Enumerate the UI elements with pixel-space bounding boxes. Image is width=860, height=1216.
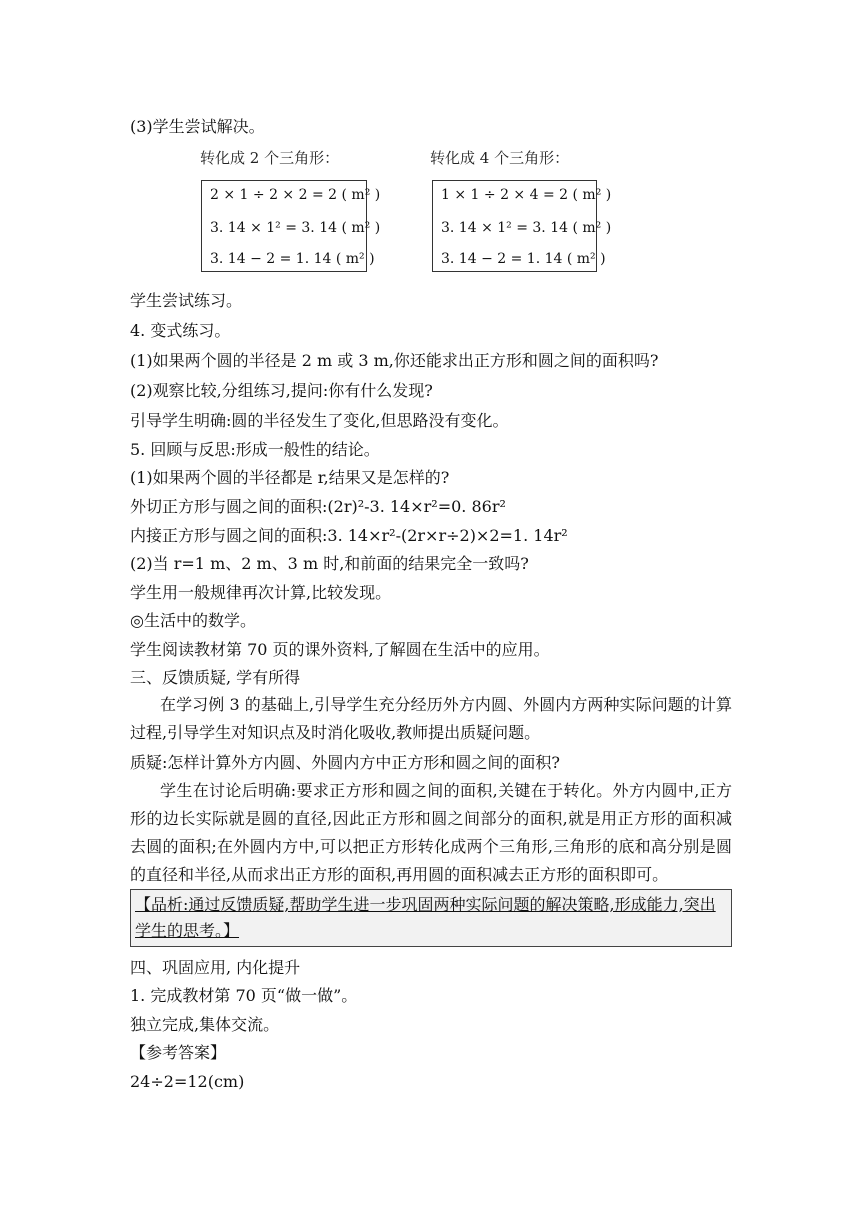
triangle-4-label: 转化成 4 个三角形： xyxy=(430,149,570,167)
text-line: 学生阅读教材第 70 页的课外资料,了解圆在生活中的应用。 xyxy=(130,640,550,659)
section-heading: 4. 变式练习。 xyxy=(130,321,231,340)
analysis-note: 【品析:通过反馈质疑,帮助学生进一步巩固两种实际问题的解决策略,形成能力,突出学生的思考。】 xyxy=(135,895,716,940)
calc-box-left xyxy=(201,180,381,272)
calc-left-row: 2 × 1 ÷ 2 × 2 = 2 ( m² ) xyxy=(210,187,381,203)
text-line: (1)如果两个圆的半径都是 r,结果又是怎样的? xyxy=(130,468,450,487)
text-line: 质疑:怎样计算外方内圆、外圆内方中正方形和圆之间的面积? xyxy=(130,753,560,772)
text-line: 引导学生明确:圆的半径发生了变化,但思路没有变化。 xyxy=(130,411,509,430)
step-3-heading: (3)学生尝试解决。 xyxy=(130,117,265,136)
text-line: 学生用一般规律再次计算,比较发现。 xyxy=(130,583,392,602)
calc-left-row: 3. 14 × 1² = 3. 14 ( m² ) xyxy=(210,220,381,236)
text-line: 学生尝试练习。 xyxy=(130,291,243,310)
text-line: ◎生活中的数学。 xyxy=(130,611,256,630)
answer-line: 24÷2=12(cm) xyxy=(130,1072,245,1091)
text-line: 1. 完成教材第 70 页“做一做”。 xyxy=(130,986,358,1005)
calc-right-row: 3. 14 × 1² = 3. 14 ( m² ) xyxy=(441,220,612,236)
calc-left-row: 3. 14 − 2 = 1. 14 ( m² ) xyxy=(210,251,375,267)
text-line: 独立完成,集体交流。 xyxy=(130,1015,280,1034)
calc-right-row: 3. 14 − 2 = 1. 14 ( m² ) xyxy=(441,251,606,267)
formula-line: 内接正方形与圆之间的面积:3. 14×r²-(2r×r÷2)×2=1. 14r² xyxy=(130,526,568,545)
calc-box-right xyxy=(432,180,612,272)
formula-line: 外切正方形与圆之间的面积:(2r)²-3. 14×r²=0. 86r² xyxy=(130,497,506,516)
analysis-note-box xyxy=(130,889,732,947)
text-line: (1)如果两个圆的半径是 2 m 或 3 m,你还能求出正方形和圆之间的面积吗? xyxy=(130,351,659,370)
section-heading: 三、反馈质疑, 学有所得 xyxy=(130,668,301,687)
section-heading: 四、巩固应用, 内化提升 xyxy=(130,958,301,977)
calc-right-row: 1 × 1 ÷ 2 × 4 = 2 ( m² ) xyxy=(441,187,612,203)
paragraph: 在学习例 3 的基础上,引导学生充分经历外方内圆、外圆内方两种实际问题的计算过程,引导学生对知识点及时消化吸收,教师提出质疑问题。 xyxy=(130,695,732,742)
paragraph: 学生在讨论后明确:要求正方形和圆之间的面积,关键在于转化。外方内圆中,正方形的边长实际就是圆的直径,因此正方形和圆之间部分的面积,就是用正方形的面积减去圆的面积;在外圆内方中,可以把正方形转化成两个三角形,三角形的底和高分别是圆的直径和半径,从而求出正方形的面积,再用圆的面积减去正方形的面积即可。 xyxy=(130,781,732,884)
section-heading: 5. 回顾与反思:形成一般性的结论。 xyxy=(130,440,380,459)
text-line: (2)当 r=1 m、2 m、3 m 时,和前面的结果完全一致吗? xyxy=(130,554,529,573)
triangle-2-label: 转化成 2 个三角形： xyxy=(200,149,340,167)
text-line: 【参考答案】 xyxy=(130,1043,227,1062)
text-line: (2)观察比较,分组练习,提问:你有什么发现? xyxy=(130,381,433,400)
